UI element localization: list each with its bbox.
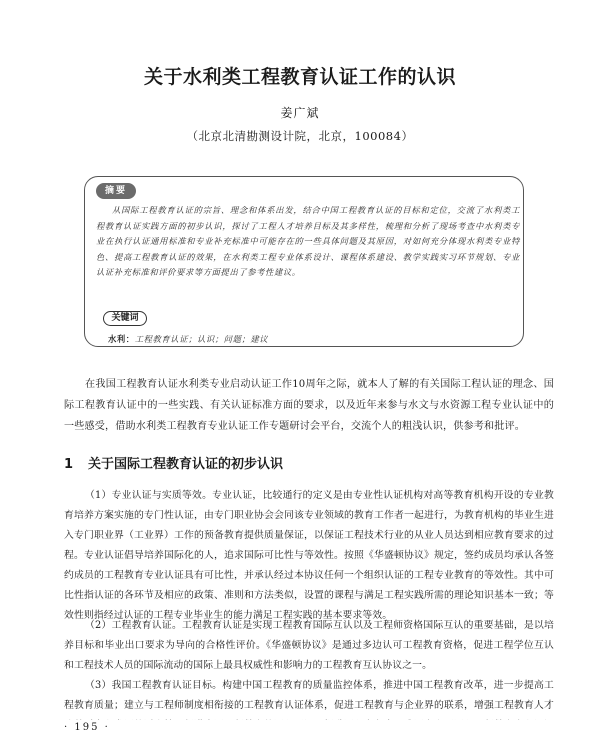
body-paragraph-1: （1）专业认证与实质等效。专业认证，比较通行的定义是由专业性认证机构对高等教育机构开设的专业教育培养方案实施的专门性认证，由专门职业协会会同该专业领域的教育工作者一起进行，为教育机构的毕业生进入专门职业界（工业界）工作的预备教育提供质量保证，以保证工程技术行业的从业人员达到相应教育要求的过程。专业认证倡导培养国际化的人，追求国际可比性与等效性。按照《华盛顿协议》规定，签约成员均承认各签约成员的工程教育专业认证具有可比性，并承认经过本协议任何一个组织认证的工程专业教育的等效性。其中可比性指认证的各环节及相应的政策、准则和方法类似，设置的课程与满足工程实践所需的理论知识基本一致；等效性则指经过认证的工程专业毕业生的能力满足工程实践的基本要求等效。 [64,490,554,621]
intro-paragraph: 在我国工程教育认证水利类专业启动认证工作10周年之际，就本人了解的有关国际工程认证的理念、国际工程教育认证中的一些实践、有关认证标准方面的要求，以及近年来参与水文与水资源工程专业认证中的一些感受，借助水利类工程教育专业认证工作专题研讨会平台，交流个人的粗浅认识，供参考和批评。 [64,379,554,432]
abstract-label: 摘要 [96,183,136,199]
section-title: 关于国际工程教育认证的初步认识 [88,457,284,472]
keywords-line [108,333,508,345]
author-name: 姜广斌 [280,106,320,120]
keywords-label: 关键词 [103,311,147,326]
body-paragraph-2: （2）工程教育认证。工程教育认证是实现工程教育国际互认以及工程师资格国际互认的重要基础，是以培养目标和毕业出口要求为导向的合格性评价。《华盛顿协议》是通过多边认可工程教育资格，促进工程学位互认和工程技术人员的国际流动的国际上最具权威性和影响力的工程教育互认协议之一。 [64,620,554,671]
author-affiliation: （北京北清勘测设计院，北京，100084） [186,129,414,143]
page-number: · 195 · [64,722,110,733]
abstract-text: 从国际工程教育认证的宗旨、理念和体系出发，结合中国工程教育认证的目标和定位，交流了水利类工程教育认证实践方面的初步认识，探讨了工程人才培养目标及其多样性，梳理和分析了现场考查中水利类专业在执行认证通用标准和专业补充标准中可能存在的一些具体问题及其原因，对如何充分体现水利类专业特色、提高工程教育认证的效果，在水利类工程专业体系设计、课程体系建设、教学实践实习环节规划、专业认证补充标准和评价要求等方面提出了参考性建议。 [96,205,520,278]
keywords-text: 工程教育认证；认识；问题；建议 [134,334,269,344]
paper-title: 关于水利类工程教育认证工作的认识 [143,66,456,88]
keywords-line-label: 水利： [108,334,135,344]
section-number: 1 [64,457,74,472]
section-heading [64,453,554,472]
body-paragraph-3: （3）我国工程教育认证目标。构建中国工程教育的质量监控体系，推进中国工程教育改革，进一步提高工程教育质量；建立与工程师制度相衔接的工程教育认证体系，促进工程教育与企业界的联系，增强工程教育人才 [64,680,554,711]
